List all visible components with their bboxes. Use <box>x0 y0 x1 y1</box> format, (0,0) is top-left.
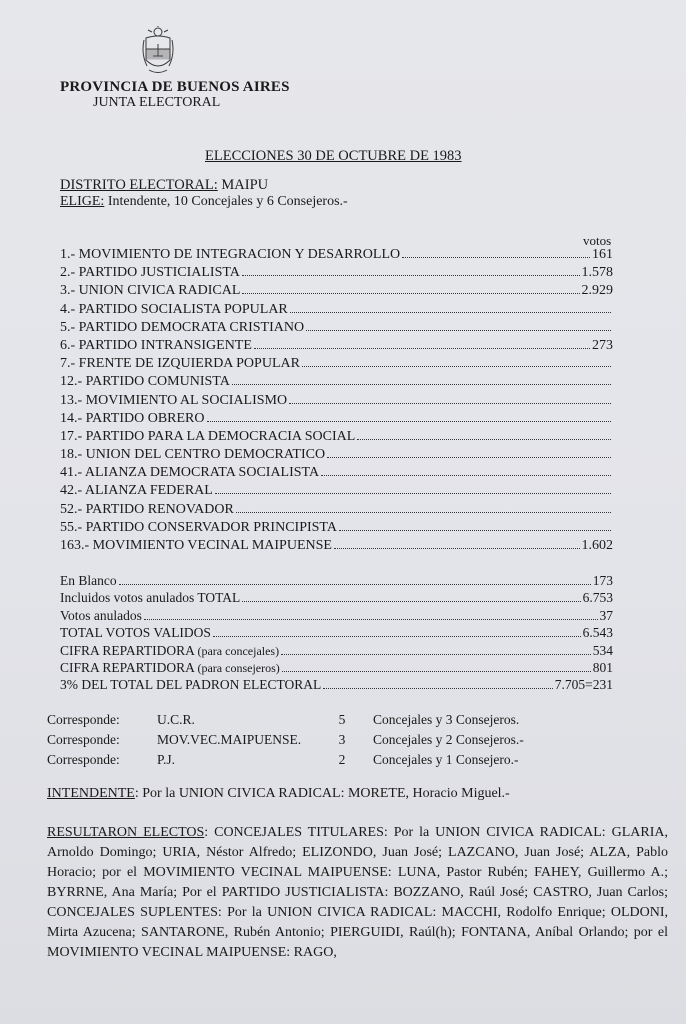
elige-label: ELIGE: <box>60 194 105 209</box>
corresponde-row <box>47 712 524 732</box>
dot-leader <box>290 312 611 313</box>
total-value: 6.543 <box>582 625 613 641</box>
resultaron-paragraph <box>47 823 668 963</box>
dot-leader <box>207 421 612 422</box>
total-value: 7.705=231 <box>554 677 613 693</box>
party-votes: 1.578 <box>581 265 613 281</box>
dot-leader <box>242 275 580 276</box>
total-row <box>60 608 613 625</box>
party-row <box>60 502 613 520</box>
party-row <box>60 374 613 392</box>
dot-leader <box>232 384 611 385</box>
corresponde-detail: Concejales y 2 Consejeros.- <box>373 732 524 747</box>
party-name: 41.- ALIANZA DEMOCRATA SOCIALISTA <box>60 465 320 481</box>
party-row <box>60 520 613 538</box>
total-value: 37 <box>599 607 613 623</box>
resultaron-label: RESULTARON ELECTOS <box>47 825 205 840</box>
total-label <box>60 660 280 676</box>
party-votes: 2.929 <box>581 283 613 299</box>
party-row <box>60 320 613 338</box>
corresponde-detail: Concejales y 1 Consejero.- <box>373 752 519 767</box>
total-label-note: (para consejeros) <box>197 660 280 675</box>
party-row <box>60 411 613 429</box>
party-votes: 1.602 <box>581 538 613 553</box>
party-name: 12.- PARTIDO COMUNISTA <box>60 374 230 390</box>
dot-leader <box>144 619 598 620</box>
party-name: 52.- PARTIDO RENOVADOR <box>60 501 234 517</box>
election-title: ELECCIONES 30 DE OCTUBRE DE 1983 <box>205 148 462 164</box>
party-results-list <box>60 247 613 556</box>
total-label <box>60 625 211 641</box>
elige-value: Intendente, 10 Concejales y 6 Consejeros.- <box>107 194 348 209</box>
total-label <box>60 573 117 589</box>
party-row <box>60 356 613 374</box>
district-label: DISTRITO ELECTORAL: <box>60 177 218 193</box>
dot-leader <box>242 293 579 294</box>
district-value: MAIPU <box>221 177 269 193</box>
elige-line <box>60 194 348 210</box>
intendente-text: : Por la UNION CIVICA RADICAL: MORETE, Horacio Miguel.- <box>134 786 510 801</box>
party-row <box>60 302 613 320</box>
total-value: 534 <box>592 642 613 658</box>
district-line <box>60 177 268 194</box>
corresponde-count: 3 <box>338 732 346 747</box>
dot-leader <box>236 512 611 513</box>
party-name: 14.- PARTIDO OBRERO <box>60 410 205 426</box>
corresponde-party: MOV.VEC.MAIPUENSE. <box>157 732 302 747</box>
party-name: 6.- PARTIDO INTRANSIGENTE <box>60 337 252 353</box>
corresponde-party: U.C.R. <box>157 712 195 727</box>
coat-of-arms-icon <box>141 26 175 76</box>
party-name: 3.- UNION CIVICA RADICAL <box>60 283 241 299</box>
party-name: 42.- ALIANZA FEDERAL <box>60 483 213 499</box>
party-name: 13.- MOVIMIENTO AL SOCIALISMO <box>60 392 288 408</box>
total-row <box>60 625 613 642</box>
dot-leader <box>254 348 590 349</box>
dot-leader <box>119 584 591 585</box>
dot-leader <box>339 530 611 531</box>
intendente-line <box>47 786 510 802</box>
party-votes: 161 <box>592 247 613 262</box>
dot-leader <box>334 548 580 549</box>
dot-leader <box>289 403 611 404</box>
total-label-text: CIFRA REPARTIDORA <box>60 659 198 675</box>
total-label <box>60 590 240 606</box>
total-label-text: En Blanco <box>60 573 117 588</box>
party-row <box>60 393 613 411</box>
dot-leader <box>323 688 552 689</box>
corresponde-list <box>47 712 524 772</box>
party-name: 55.- PARTIDO CONSERVADOR PRINCIPISTA <box>60 519 337 535</box>
party-name: 17.- PARTIDO PARA LA DEMOCRACIA SOCIAL <box>60 428 356 444</box>
party-name: 163.- MOVIMIENTO VECINAL MAIPUENSE <box>60 538 332 553</box>
total-label <box>60 677 321 693</box>
party-name: 18.- UNION DEL CENTRO DEMOCRATICO <box>60 447 326 463</box>
party-name: 7.- FRENTE DE IZQUIERDA POPULAR <box>60 356 300 372</box>
party-name: 1.- MOVIMIENTO DE INTEGRACION Y DESARROLLO <box>60 247 401 262</box>
corresponde-label: Corresponde: <box>47 732 120 747</box>
corresponde-label: Corresponde: <box>47 712 120 727</box>
party-name: 5.- PARTIDO DEMOCRATA CRISTIANO <box>60 319 305 335</box>
party-row <box>60 465 613 483</box>
total-row <box>60 643 613 660</box>
dot-leader <box>402 257 590 258</box>
party-row <box>60 447 613 465</box>
party-votes: 273 <box>592 337 613 353</box>
dot-leader <box>281 654 591 655</box>
total-label-note: (para concejales) <box>197 643 280 658</box>
dot-leader <box>282 671 591 672</box>
party-name: 2.- PARTIDO JUSTICIALISTA <box>60 265 240 281</box>
junta-heading: JUNTA ELECTORAL <box>93 95 221 110</box>
total-label-text: TOTAL VOTOS VALIDOS <box>60 625 211 641</box>
dot-leader <box>327 457 611 458</box>
corresponde-count: 5 <box>338 712 346 727</box>
dot-leader <box>306 330 611 331</box>
corresponde-label: Corresponde: <box>47 752 120 767</box>
corresponde-row <box>47 752 524 772</box>
dot-leader <box>357 439 611 440</box>
province-heading: PROVINCIA DE BUENOS AIRES <box>60 79 290 95</box>
party-row <box>60 265 613 283</box>
total-label-text: Votos anulados <box>60 607 142 623</box>
intendente-label: INTENDENTE <box>47 786 135 801</box>
total-value: 173 <box>592 573 613 588</box>
dot-leader <box>302 366 611 367</box>
total-row <box>60 573 613 590</box>
corresponde-row <box>47 732 524 752</box>
total-label-text: 3% DEL TOTAL DEL PADRON ELECTORAL <box>60 677 322 693</box>
party-row <box>60 283 613 301</box>
total-value: 801 <box>592 659 613 675</box>
party-name: 4.- PARTIDO SOCIALISTA POPULAR <box>60 301 288 317</box>
total-row <box>60 677 613 694</box>
totals-list <box>60 573 613 695</box>
party-row <box>60 429 613 447</box>
party-row <box>60 483 613 501</box>
corresponde-detail: Concejales y 3 Consejeros. <box>373 712 520 727</box>
dot-leader <box>213 636 581 637</box>
votes-column-header: votos <box>583 233 612 248</box>
total-label <box>60 608 142 624</box>
resultaron-text: : CONCEJALES TITULARES: Por la UNION CIVICA RADICAL: GLARIA, Arnoldo Domingo; URIA, Néstor Alfredo; ELIZONDO, Juan José; LAZCANO, Juan José; ALZA, Pablo Horacio; por el MOVIMIENTO VECINAL MAIPUENSE: LUNA, Pastor Rubén; FAHEY, Guillermo A.; BYRRNE, Ana María; Por el PARTIDO JUSTICIALISTA: BOZZANO, Raúl José; CASTRO, Juan Carlos; CONCEJALES SUPLENTES: Por la UNION CIVICA RADICAL: MACCHI, Rodolfo Enrique; OLDONI, Mirta Azucena; SANTARONE, Rubén Antonio; PIERGUIDI, Raúl(h); FONTANA, Aníbal Orlando; por el MOVIMIENTO VECINAL MAIPUENSE: RAGO, <box>47 825 669 960</box>
total-label-text: CIFRA REPARTIDORA <box>60 642 198 658</box>
corresponde-count: 2 <box>338 752 346 767</box>
corresponde-party: P.J. <box>157 752 176 767</box>
dot-leader <box>215 493 611 494</box>
dot-leader <box>242 601 580 602</box>
total-row <box>60 590 613 607</box>
total-row <box>60 660 613 677</box>
dot-leader <box>321 475 611 476</box>
party-row <box>60 338 613 356</box>
party-row <box>60 247 613 265</box>
total-label <box>60 643 279 659</box>
total-value: 6.753 <box>582 590 613 606</box>
total-label-text: Incluidos votos anulados TOTAL <box>60 590 241 606</box>
party-row <box>60 538 613 556</box>
